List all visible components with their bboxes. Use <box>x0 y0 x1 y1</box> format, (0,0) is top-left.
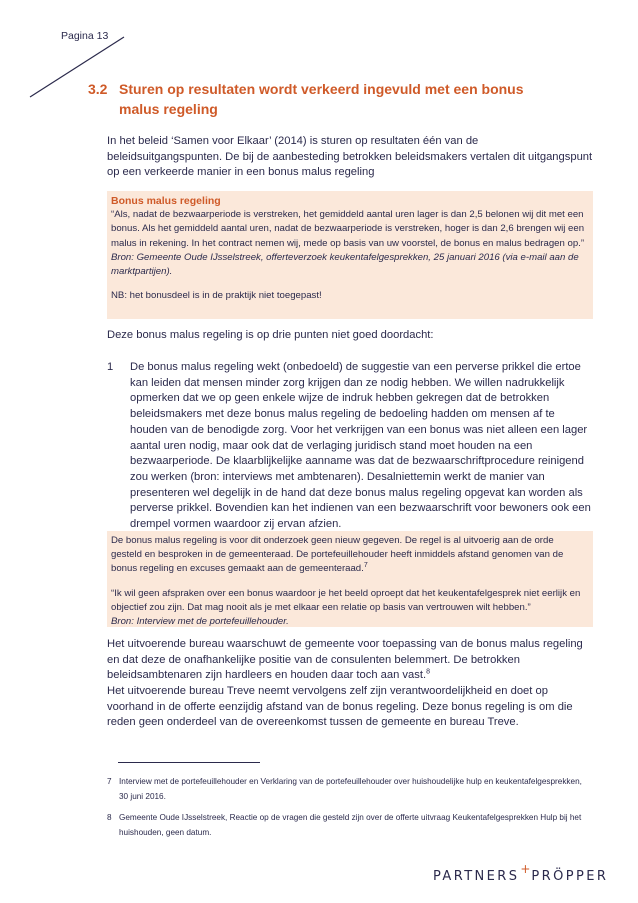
footnote-8 <box>107 810 593 840</box>
footnote-number: 7 <box>107 777 112 786</box>
box-note: NB: het bonusdeel is in de praktijk niet toegepast! <box>111 290 322 302</box>
footnote-divider <box>118 762 260 763</box>
box-source: Bron: Gemeente Oude IJsselstreek, offerteverzoek keukentafelgesprekken, 25 januari 2016 (via e-mail aan de marktpartijen). <box>111 251 579 278</box>
section-heading <box>88 79 558 119</box>
footnote-ref-8: 8 <box>426 668 430 676</box>
box-title: Bonus malus regeling <box>111 195 221 207</box>
box2-quote: “Ik wil geen afspraken over een bonus waardoor je het beeld oproept dat het keukentafelgesprek niet eerlijk en objectief zou zijn. Dat mag nooit als je met elkaar een relatie op basis van vertrouwen wilt hebben.” <box>111 587 581 613</box>
footnote-number: 8 <box>107 813 112 822</box>
footnote-text: Gemeente Oude IJsselstreek, Reactie op de vragen die gesteld zijn over de offerte uitvraag Keukentafelgesprekken Hulp bij het huishouden, geen datum. <box>119 813 582 837</box>
bonus-malus-quote-box <box>107 191 593 319</box>
section-title: Sturen op resultaten wordt verkeerd ingevuld met een bonus malus regeling <box>119 81 524 117</box>
treve-paragraph: Het uitvoerende bureau Treve neemt vervolgens zelf zijn verantwoordelijkheid en doet op voorhand in de offerte eenzijdig afstand van de bonus regeling. Deze bonus regeling is om die reden geen onderdeel van de overeenkomst tussen de gemeente en bureau Treve. <box>107 685 573 729</box>
section-number: 3.2 <box>88 81 108 97</box>
box2-source: Bron: Interview met de portefeuillehouder. <box>111 616 289 628</box>
box-quote: “Als, nadat de bezwaarperiode is verstreken, het gemiddeld aantal uren lager is dan 2,5 belonen wij dit met een bonus. Als het gemiddeld aantal uren, nadat de bezwaarperiode is verstreken, hoger is dan 2,6 brengen wij een malus in rekening. In het contract nemen wij, mede op basis van uw voorstel, de bonus en malus bedragen op.” <box>111 209 585 249</box>
list-item-1 <box>107 360 593 533</box>
page-number: Pagina 13 <box>61 30 109 42</box>
footnote-ref-7: 7 <box>363 562 368 570</box>
warning-paragraph: Het uitvoerende bureau waarschuwt de gemeente voor toepassing van de bonus malus regeling en dat deze de onafhankelijke positie van de consulenten belemmert. De betrokken beleidsambtenaren zijn hardleers en houden daar toch aan vast.$^8$ <box>107 638 583 682</box>
box2-text: De bonus malus regeling is voor dit onderzoek geen nieuw gegeven. De regel is al uitvoerig aan de orde gesteld en besproken in de gemeenteraad. De portefeuillehouder heeft inmiddels afstand genomen van de bonus regeling en excuses gemaakt aan de gemeenteraad.$^7$ <box>111 535 564 575</box>
list-item-text: De bonus malus regeling wekt (onbedoeld) de suggestie van een perverse prikkel die ertoe kan leiden dat mensen minder zorg krijgen dan ze nodig hebben. We willen nadrukkelijk opmerken dat we op geen enkele wijze de indruk hebben gekregen dat de betrokken beleidsmakers met deze bonus malus regeling de bedoeling hadden om mensen af te houden van de benodigde zorg. Voor het verkrijgen van een bonus was niet alleen een lager aantal uren nodig, maar ook dat de verlaging juridisch stand moet houden na een bezwaarperiode. De klaarblijkelijke aanname was dat de bezwaarschriftprocedure reinigend zou werken (bron: interviews met ambtenaren). Desalniettemin werkt de manier van presenteren wel degelijk in de hand dat deze bonus malus regeling opgevat kan worden als perverse prikkel. Bovendien kan het indienen van een bezwaarschrift voor bewoners ook een drempel vormen waardoor zij ervan afzien. <box>130 361 591 531</box>
partners-propper-logo: PARTNERS+PRÖPPER <box>433 862 609 884</box>
footnote-7 <box>107 774 593 804</box>
portefeuillehouder-quote-box <box>107 531 593 627</box>
footnote-text: Interview met de portefeuillehouder en Verklaring van de portefeuillehouder over huishoudelijke hulp en keukentafelgesprekken, 30 juni 2016. <box>119 777 582 801</box>
lead-paragraph: Deze bonus malus regeling is op drie punten niet goed doordacht: <box>107 329 434 341</box>
intro-paragraph: In het beleid ‘Samen voor Elkaar’ (2014) is sturen op resultaten één van de beleidsuitgangspunten. De bij de aanbesteding betrokken beleidsmakers vertalen dit uitgangspunt op een verkeerde manier in een bonus malus regeling <box>107 135 593 179</box>
list-item-number: 1 <box>107 361 114 373</box>
